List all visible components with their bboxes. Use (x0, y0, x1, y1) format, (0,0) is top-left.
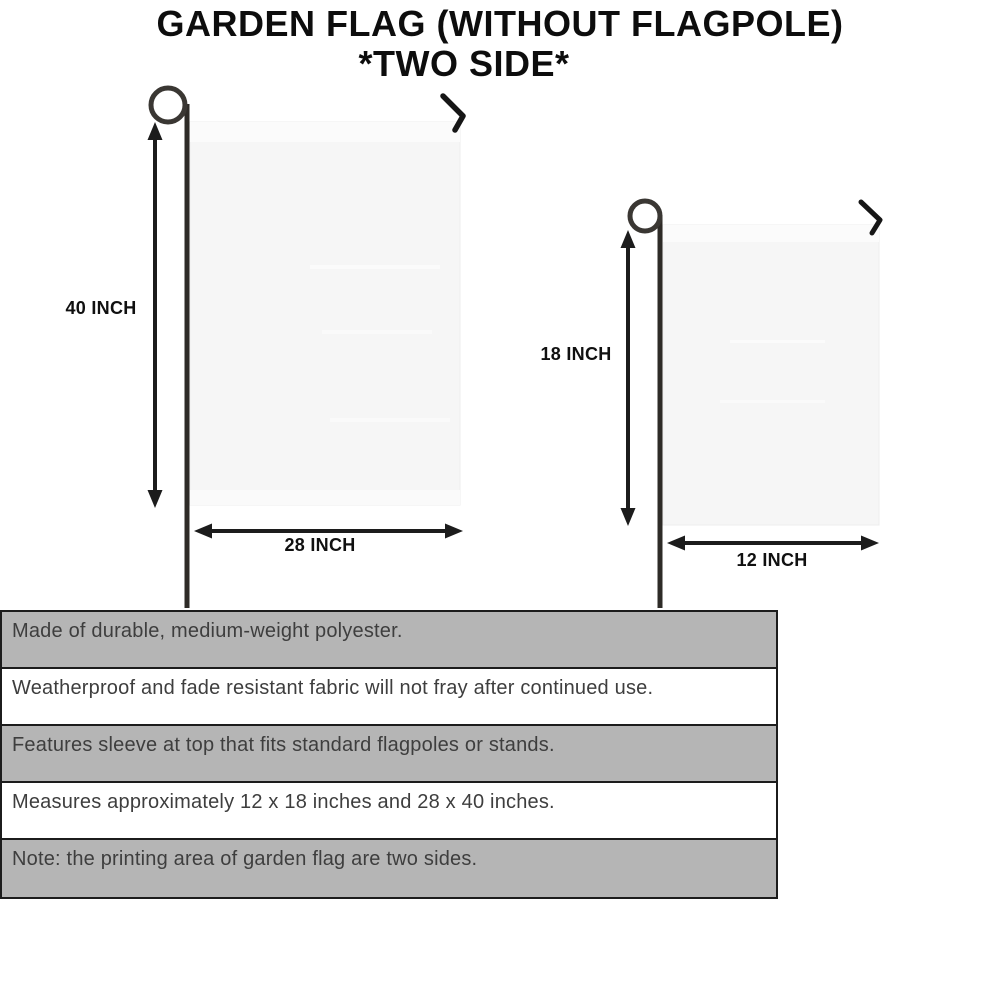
large-flag-group (148, 88, 464, 608)
small-flag-group (621, 201, 881, 608)
title-line-2: *TWO SIDE* (358, 43, 570, 84)
small-flag-height-arrow (621, 230, 636, 526)
spec-row-measures: Measures approximately 12 x 18 inches and 28 x 40 inches. (2, 783, 776, 840)
small-flag-crease (720, 400, 825, 403)
large-flag-crease (322, 330, 432, 334)
large-flagpole-loop (151, 88, 185, 122)
small-flag-width-arrow (667, 536, 879, 551)
large-flag-width-label: 28 INCH (284, 535, 356, 555)
large-flag (190, 122, 460, 505)
spec-table (0, 610, 778, 899)
large-flag-bottom-hem (190, 490, 460, 505)
large-flag-crease (330, 418, 450, 422)
spec-row-sleeve: Features sleeve at top that fits standard flagpoles or stands. (2, 726, 776, 783)
spec-row-weatherproof: Weatherproof and fade resistant fabric will not fray after continued use. (2, 669, 776, 726)
large-flag-sleeve (190, 122, 460, 142)
spec-row-note: Note: the printing area of garden flag are two sides. (2, 840, 776, 897)
title-line-1: GARDEN FLAG (WITHOUT FLAGPOLE) (156, 3, 844, 44)
small-flag-width-label: 12 INCH (736, 550, 808, 570)
spec-row-material: Made of durable, medium-weight polyester. (2, 612, 776, 669)
small-flag-crease (730, 340, 825, 343)
small-flag (663, 225, 879, 525)
small-flag-sleeve (663, 225, 879, 242)
large-flag-crease (310, 265, 440, 269)
small-flag-height-label: 18 INCH (540, 344, 612, 364)
small-flagpole-loop (630, 201, 660, 231)
large-flag-height-label: 40 INCH (65, 298, 137, 318)
